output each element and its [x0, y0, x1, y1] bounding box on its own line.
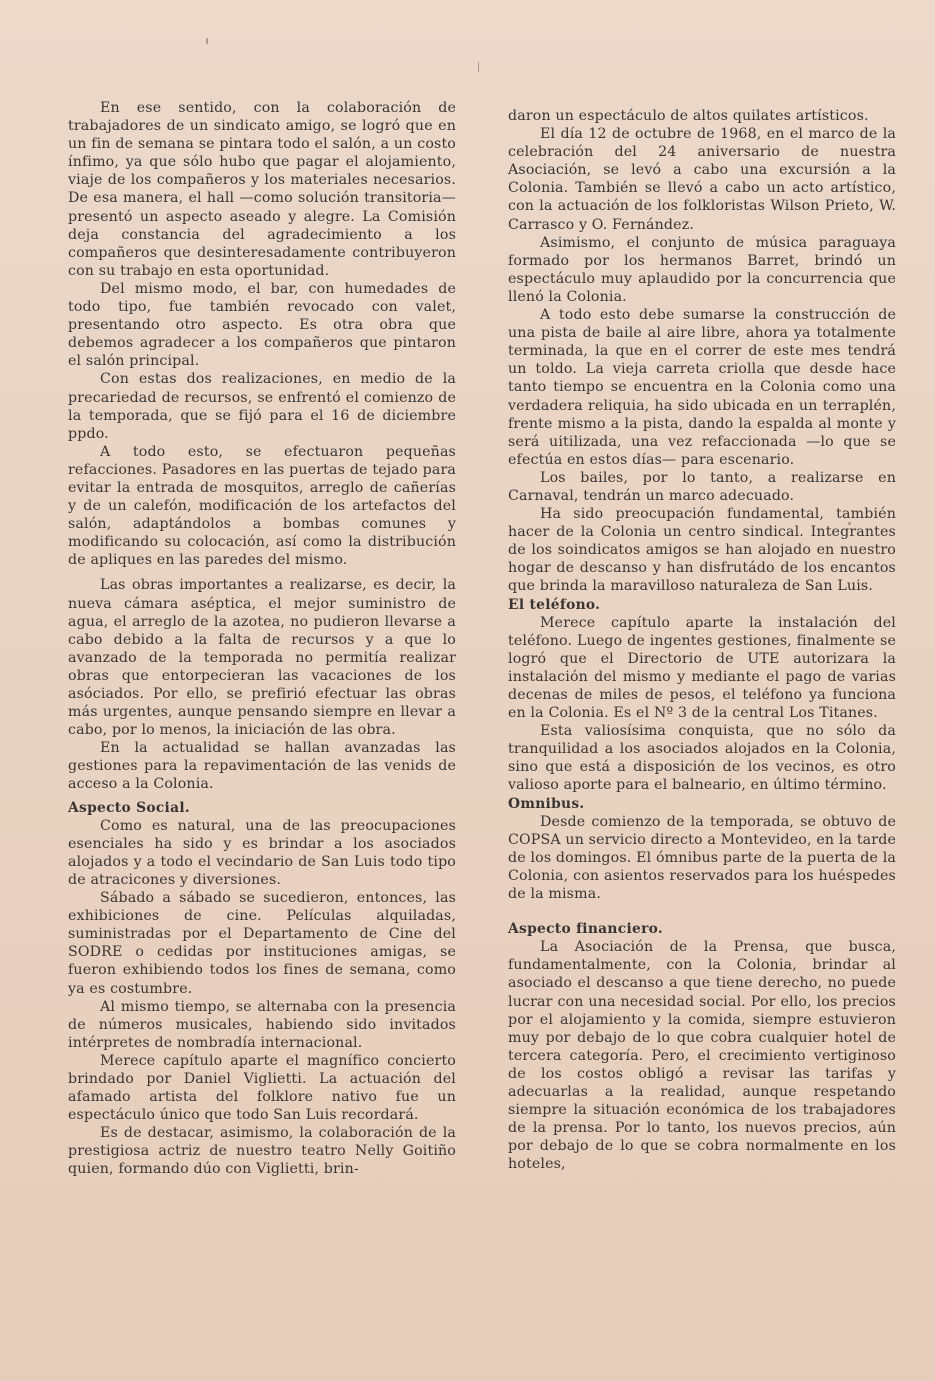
paragraph: La Asociación de la Prensa, que busca, fundamentalmente, con la Colonia, brindar al asociado el descanso a que tiene derecho, no puede lucrar con una necesidad social. Por ello, los precios por el alojamiento y la comida, siempre estuvieron muy por debajo de lo que cobra cualquier hotel de tercera categoría. Pero, el crecimiento vertiginoso de los costos obligó a revisar las tarifas y adecuarlas a la realidad, aunque respetando siempre la situación económica de los trabajadores de la prensa. Por lo tanto, los nuevos precios, aún por debajo de lo que se cobra normalmente en los hoteles, — [508, 939, 896, 1173]
paragraph: Ha sido preocupación fundamental, también hacer de la Colonia un centro sindical. Integrantes de los soindicatos amigos se han alojado en nuestro hogar de descanso y han disfrutádo de los encantos que brinda la maravilloso naturaleza de San Luis. — [508, 506, 896, 595]
paragraph: El día 12 de octubre de 1968, en el marco de la celebración del 24 aniversario de nuestra Asociación, se levó a cabo una excursión a la Colonia. También se llevó a cabo un acto artístico, con la actuación de los folkloristas Wilson Prieto, W. Carrasco y O. Fernández. — [508, 126, 896, 233]
paragraph: Los bailes, por lo tanto, a realizarse en Carnaval, tendrán un marco adecuado. — [508, 469, 896, 504]
paragraph: En ese sentido, con la colaboración de trabajadores de un sindicato amigo, se logró que en un fin de semana se pintara todo el salón, a un costo ínfimo, ya que sólo hubo que pagar el alojamiento, viaje de los compañeros y los materiales necesarios. De esa manera, el hall —como solución transitoria— presentó un aspecto aseado y alegre. La Comisión deja constancia del agradecimiento a los compañeros que desinteresadamente contribuyeron con su trabajo en esta oportunidad. — [68, 100, 456, 279]
paragraph: Es de destacar, asimismo, la colaboración de la prestigiosa actriz de nuestro teatro Nelly Goitiño quien, formando dúo con Viglietti, brin- — [68, 1125, 456, 1178]
paragraph: Asimismo, el conjunto de música paraguaya formado por los hermanos Barret, brindó un espectáculo muy aplaudido por la concurrencia que llenó la Colonia. — [508, 234, 896, 305]
paragraph: Como es natural, una de las preocupaciones esenciales ha sido y es brindar a los asociados alojados y a todo el vecindario de San Luis todo tipo de atracicones y diversiones. — [68, 817, 456, 888]
paragraph: Sábado a sábado se sucedieron, entonces, las exhibiciones de cine. Películas alquiladas, suministradas por el Departamento de Cine del SODRE o cedidas por instituciones amigas, se fueron exhibiendo todos los fines de semana, como ya es costumbre. — [68, 890, 456, 997]
section-heading-social: Aspecto Social. — [68, 799, 190, 816]
paragraph: Merece capítulo aparte la instalación del teléfono. Luego de ingentes gestiones, finalmente se logró que el Directorio de UTE autorizara la instalación del mismo y mediante el pago de varias decenas de miles de pesos, el teléfono ya funciona en la Colonia. Es el Nº 3 de la central Los Titanes. — [508, 614, 896, 722]
right-text-column — [508, 107, 896, 1173]
section-heading-telefono: El teléfono. — [508, 596, 601, 613]
section-heading-omnibus: Omnibus. — [508, 795, 585, 812]
left-text-column — [68, 99, 456, 1179]
paragraph: Merece capítulo aparte el magnífico concierto brindado por Daniel Viglietti. La actuación del afamado artista del folklore nativo fue un espectáculo único que todo San Luis recordará. — [68, 1052, 456, 1124]
paragraph: Del mismo modo, el bar, con humedades de todo tipo, fue también revocado con valet, presentando otro aspecto. Es otra obra que debemos agradecer a los compañeros que pintaron el salón principal. — [68, 280, 456, 370]
paragraph: En la actualidad se hallan avanzadas las gestiones para la repavimentación de las venids de acceso a la Colonia. — [68, 740, 456, 793]
paragraph: daron un espectáculo de altos quilates artísticos. — [508, 108, 869, 124]
paragraph: Con estas dos realizaciones, en medio de la precariedad de recursos, se enfrentó el comienzo de la temporada, que se fijó para el 16 de diciembre ppdo. — [68, 371, 456, 442]
paragraph: Desde comienzo de la temporada, se obtuvo de COPSA un servicio directo a Montevideo, en la tarde de los domingos. El ómnibus parte de la puerta de la Colonia, con asientos reservados para los huéspedes de la misma. — [508, 813, 896, 903]
paragraph: Al mismo tiempo, se alternaba con la presencia de números musicales, habiendo sido invitados intérpretes de nombradía internacional. — [68, 998, 456, 1051]
paragraph: Esta valiosísima conquista, que no sólo da tranquilidad a los asociados alojados en la Colonia, sino que está a disposición de los vecinos, es otro valioso aporte para el balneario, en último término. — [508, 723, 896, 794]
print-speck — [478, 62, 479, 72]
section-heading-financiero: Aspecto financiero. — [508, 921, 664, 938]
paragraph: A todo esto debe sumarse la construcción de una pista de baile al aire libre, ahora ya totalmente terminada, la que en el correr de este mes tendrá un toldo. La vieja carreta criolla que desde hace tanto tiempo se encuentra en la Colonia como una verdadera reliquia, ha sido ubicada en un terraplén, frente mismo a la pista, dando la espalda al monte y será uitilizada, una vez refaccionada —lo que se efectúa en estos días— para escenario. — [508, 307, 896, 468]
paragraph: A todo esto, se efectuaron pequeñas refacciones. Pasadores en las puertas de tejado para evitar la entrada de mosquitos, arreglo de cañerías y de un calefón, modificación de los artefactos del salón, adaptándolos a bombas comunes y modificando su colocación, así como la distribución de apliques en las paredes del mismo. — [68, 443, 456, 569]
print-speck — [206, 38, 208, 44]
paragraph: Las obras importantes a realizarse, es decir, la nueva cámara aséptica, el mejor suministro de agua, el arreglo de la azotea, no pudieron llevarse a cabo debido a la falta de recursos y a que lo avanzado de la temporada no permitía realizar obras que entorpecieran las vacaciones de los asóciados. Por ello, se prefirió efectuar las obras más urgentes, aunque pensando siempre en llevar a cabo, por lo menos, la iniciación de las obra. — [68, 577, 456, 739]
